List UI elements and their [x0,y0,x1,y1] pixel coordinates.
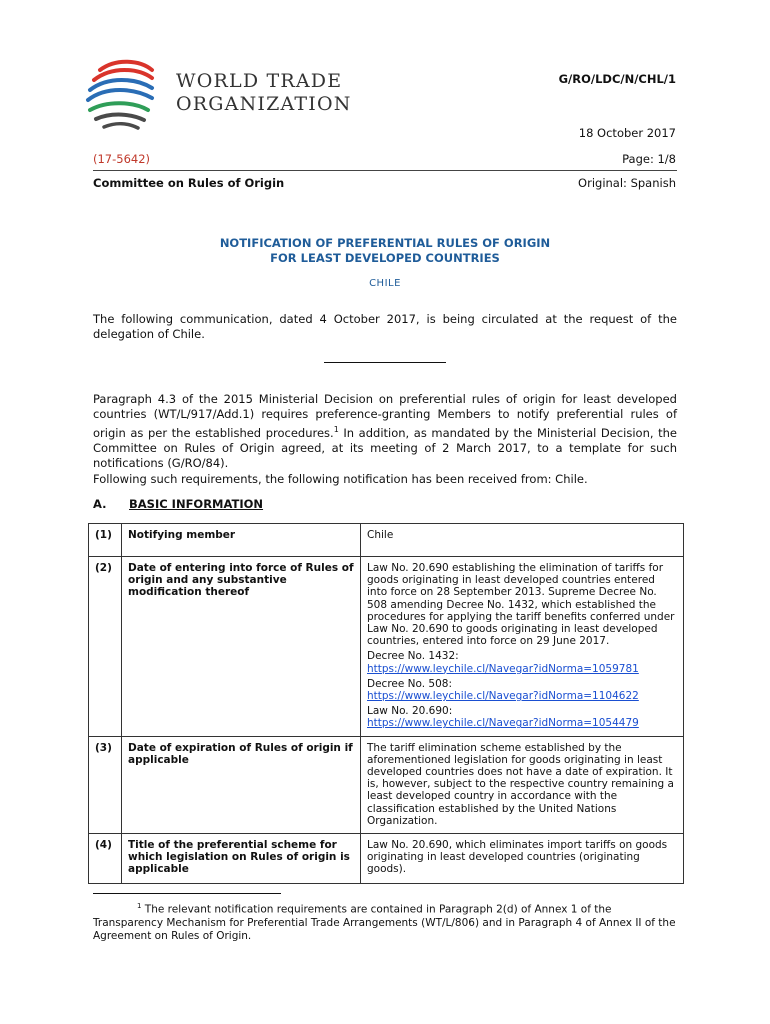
footnote-separator [93,893,281,894]
footnote-number: 1 [137,902,142,910]
org-name-line1: WORLD TRADE [176,70,343,92]
table-row [89,736,684,833]
paragraph-1-part-b: In addition, as mandated by the Ministerial Decision, the Committee on Rules of Origin agreed, at its meeting of 2 March 2017, to a template for such notifications (G/RO/84). [93,425,677,470]
org-name-line2: ORGANIZATION [176,93,352,115]
table-row [89,524,684,557]
decree-1432-label: Decree No. 1432: [367,650,459,663]
row-label: Date of entering into force of Rules of origin and any substantive modification thereof [122,557,361,737]
wto-logo-icon [82,56,182,132]
row-number: (1) [89,524,122,557]
title-line2: FOR LEAST DEVELOPED COUNTRIES [270,251,500,265]
row-label: Notifying member [122,524,361,557]
section-letter: A. [93,497,107,511]
title-line1: NOTIFICATION OF PREFERENTIAL RULES OF ORIGIN [219,236,551,250]
table-row [89,834,684,884]
document-date: 18 October 2017 [578,126,676,140]
row-value: Law No. 20.690, which eliminates import tariffs on goods originating in least developed countries (originating goods). [361,834,684,884]
row-number: (3) [89,736,122,833]
decree-508-label: Decree No. 508: [367,677,453,690]
separator-rule [324,362,446,363]
row-label: Title of the preferential scheme for which legislation on Rules of origin is applicable [122,834,361,884]
org-name [176,70,352,116]
basic-information-table [88,523,684,884]
row-label: Date of expiration of Rules of origin if applicable [122,736,361,833]
original-language: Original: Spanish [578,176,676,190]
page-number: Page: 1/8 [622,152,676,166]
table-row [89,557,684,737]
row-number: (2) [89,557,122,737]
document-symbol: G/RO/LDC/N/CHL/1 [558,72,676,86]
paragraph-1-part-a: Paragraph 4.3 of the 2015 Ministerial Decision on preferential rules of origin for least developed countries (WT/L/917/Add.1) requires preference-granting Members to notify preferential rules of origin as per the established procedures. [93,392,677,440]
decree-508-link[interactable]: https://www.leychile.cl/Navegar?idNorma=1104622 [367,690,639,703]
row-value: Chile [361,524,684,557]
committee-name: Committee on Rules of Origin [93,176,285,190]
decree-1432-link[interactable]: https://www.leychile.cl/Navegar?idNorma=1059781 [367,662,639,675]
law-20690-link[interactable]: https://www.leychile.cl/Navegar?idNorma=1054479 [367,717,639,730]
row-value-text: Law No. 20.690 establishing the elimination of tariffs for goods originating in least developed countries entered into force on 28 September 2013. Supreme Decree No. 508 amending Decree No. 1432, which established the procedures for applying the tariff benefits conferred under Law No. 20.690 to goods originating in least developed countries, entered into force on 29 June 2017. [367,562,675,648]
section-a-heading [93,497,263,511]
footnote-text: The relevant notification requirements are contained in Paragraph 2(d) of Annex 1 of the Transparency Mechanism for Preferential Trade Arrangements (WT/L/806) and in Paragraph 4 of Annex II of the Agreement on Rules of Origin. [93,903,676,942]
country-name: CHILE [369,278,401,289]
paragraph-2: Following such requirements, the following notification has been received from: Chile. [93,472,588,486]
row-number: (4) [89,834,122,884]
intro-paragraph: The following communication, dated 4 October 2017, is being circulated at the request of the delegation of Chile. [93,312,677,341]
law-20690-label: Law No. 20.690: [367,705,453,718]
header-divider [93,170,677,171]
section-title: BASIC INFORMATION [129,497,264,511]
footnote-ref[interactable]: 1 [333,425,339,434]
row-value [361,557,684,737]
row-value: The tariff elimination scheme established by the aforementioned legislation for goods originating in least developed countries does not have a date of expiration. It is, however, subject to the respective country remaining a least developed country in accordance with the classification established by the United Nations Organization. [361,736,684,833]
paragraph-1 [93,392,677,471]
document-reference: (17-5642) [93,152,151,166]
document-title [93,236,677,266]
footnote [93,900,677,943]
